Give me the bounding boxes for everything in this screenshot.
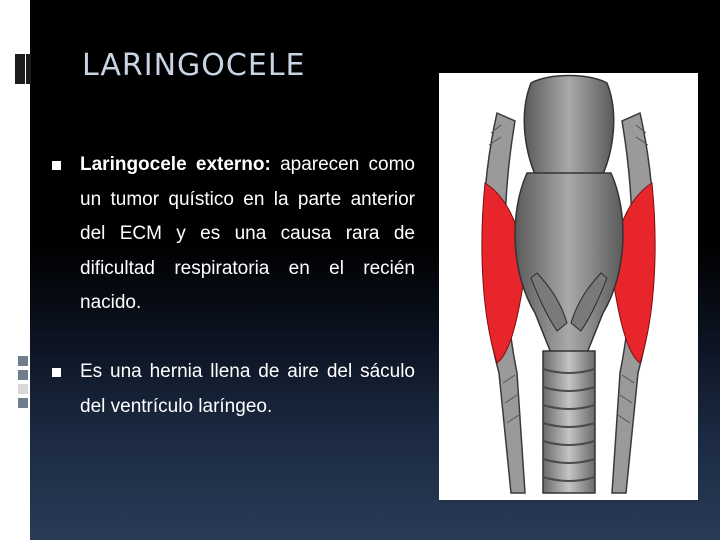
title-accent-block xyxy=(15,54,25,84)
bullet-item xyxy=(52,148,415,321)
decorative-square xyxy=(18,356,28,366)
bullet-bold-text: Laringocele externo: xyxy=(80,154,271,175)
decorative-square xyxy=(18,398,28,408)
laryngeal-body xyxy=(515,173,623,353)
bullet-list xyxy=(52,148,415,424)
larynx-illustration xyxy=(439,73,698,500)
slide-title: LARINGOCELE xyxy=(82,48,306,83)
square-bullet-icon xyxy=(52,368,61,377)
larynx-illustration-svg xyxy=(439,73,698,500)
decorative-square xyxy=(18,370,28,380)
epiglottis xyxy=(524,76,613,184)
decorative-square xyxy=(18,384,28,394)
bullet-text: Es una hernia llena de aire del sáculo del ventrículo laríngeo. xyxy=(80,360,415,417)
square-bullet-icon xyxy=(52,161,61,170)
title-accent-block-small xyxy=(26,54,31,84)
bullet-item xyxy=(52,355,415,424)
bullet-text: aparecen como un tumor quístico en la parte anterior del ECM y es una causa rara de dificultad respiratoria en el recién nacido. xyxy=(80,154,415,314)
